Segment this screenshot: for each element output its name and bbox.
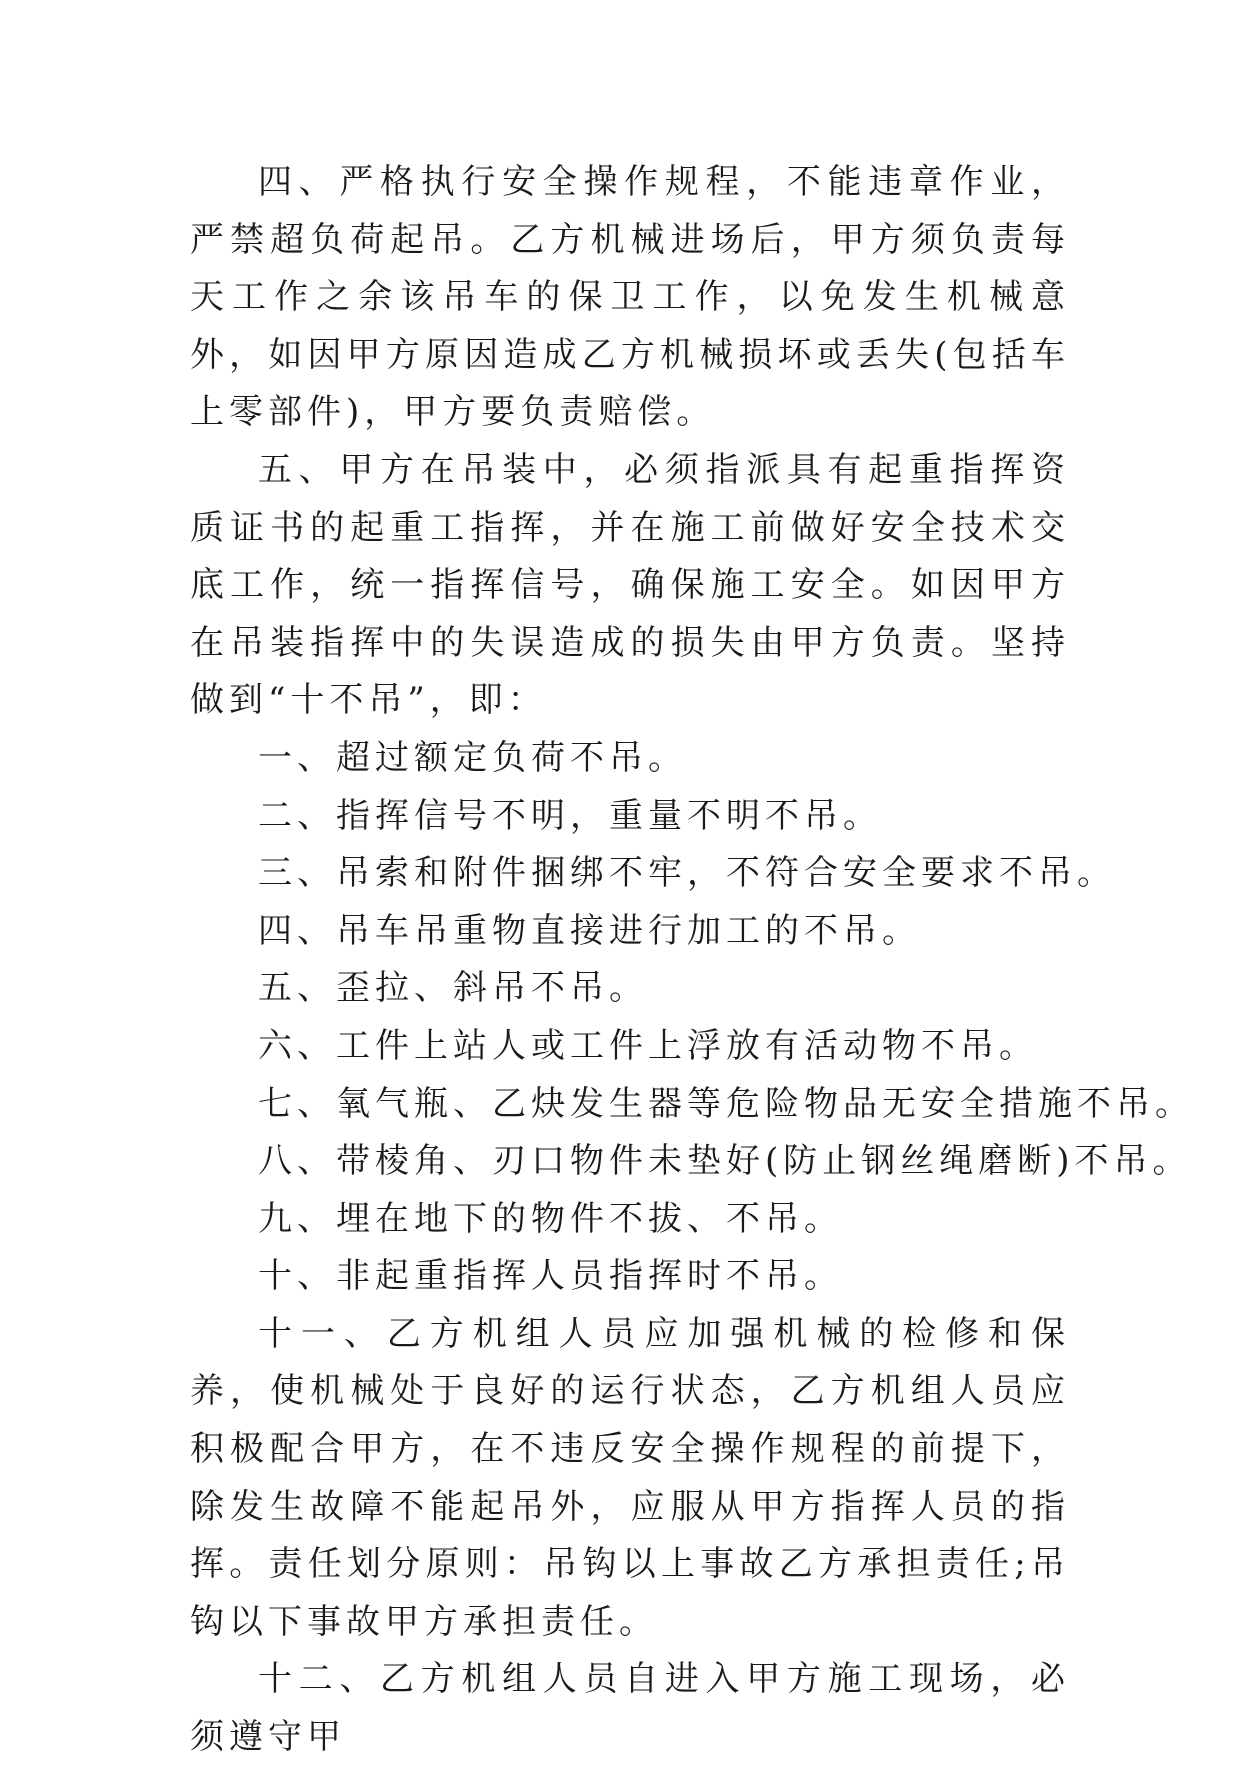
- list-item-rule-2: 二、指挥信号不明，重量不明不吊。: [258, 795, 882, 836]
- paragraph-clause-12: 十二、乙方机组人员自进入甲方施工现场，必须遵守甲: [190, 1659, 1070, 1758]
- document-body: [190, 154, 1194, 1767]
- list-item-rule-10: 十、非起重指挥人员指挥时不吊。: [258, 1256, 843, 1297]
- list-item-rule-9: 九、埋在地下的物件不拔、不吊。: [258, 1198, 843, 1239]
- list-item-rule-7: 七、氧气瓶、乙炔发生器等危险物品无安全措施不吊。: [258, 1083, 1194, 1124]
- list-item-rule-4: 四、吊车吊重物直接进行加工的不吊。: [258, 910, 921, 951]
- list-item-rule-6: 六、工件上站人或工件上浮放有活动物不吊。: [258, 1025, 1038, 1066]
- list-item-rule-3: 三、吊索和附件捆绑不牢，不符合安全要求不吊。: [258, 853, 1116, 894]
- list-item-rule-5: 五、歪拉、斜吊不吊。: [258, 968, 648, 1009]
- paragraph-clause-5: 五、甲方在吊装中，必须指派具有起重指挥资质证书的起重工指挥，并在施工前做好安全技术交底工作，统一指挥信号，确保施工安全。如因甲方在吊装指挥中的失误造成的损失由甲方负责。坚持做到“十不吊”，即：: [190, 449, 1070, 721]
- paragraph-clause-11: 十一、乙方机组人员应加强机械的检修和保养，使机械处于良好的运行状态，乙方机组人员应积极配合甲方，在不违反安全操作规程的前提下，除发生故障不能起吊外，应服从甲方指挥人员的指挥。责任划分原则：吊钩以上事故乙方承担责任;吊钩以下事故甲方承担责任。: [190, 1313, 1070, 1642]
- list-item-rule-1: 一、超过额定负荷不吊。: [258, 737, 687, 778]
- list-item-rule-8: 八、带棱角、刃口物件未垫好(防止钢丝绳磨断)不吊。: [258, 1141, 1192, 1182]
- paragraph-clause-4: 四、严格执行安全操作规程，不能违章作业，严禁超负荷起吊。乙方机械进场后，甲方须负责每天工作之余该吊车的保卫工作，以免发生机械意外，如因甲方原因造成乙方机械损坏或丢失(包括车上零部件)，甲方要负责赔偿。: [190, 162, 1070, 433]
